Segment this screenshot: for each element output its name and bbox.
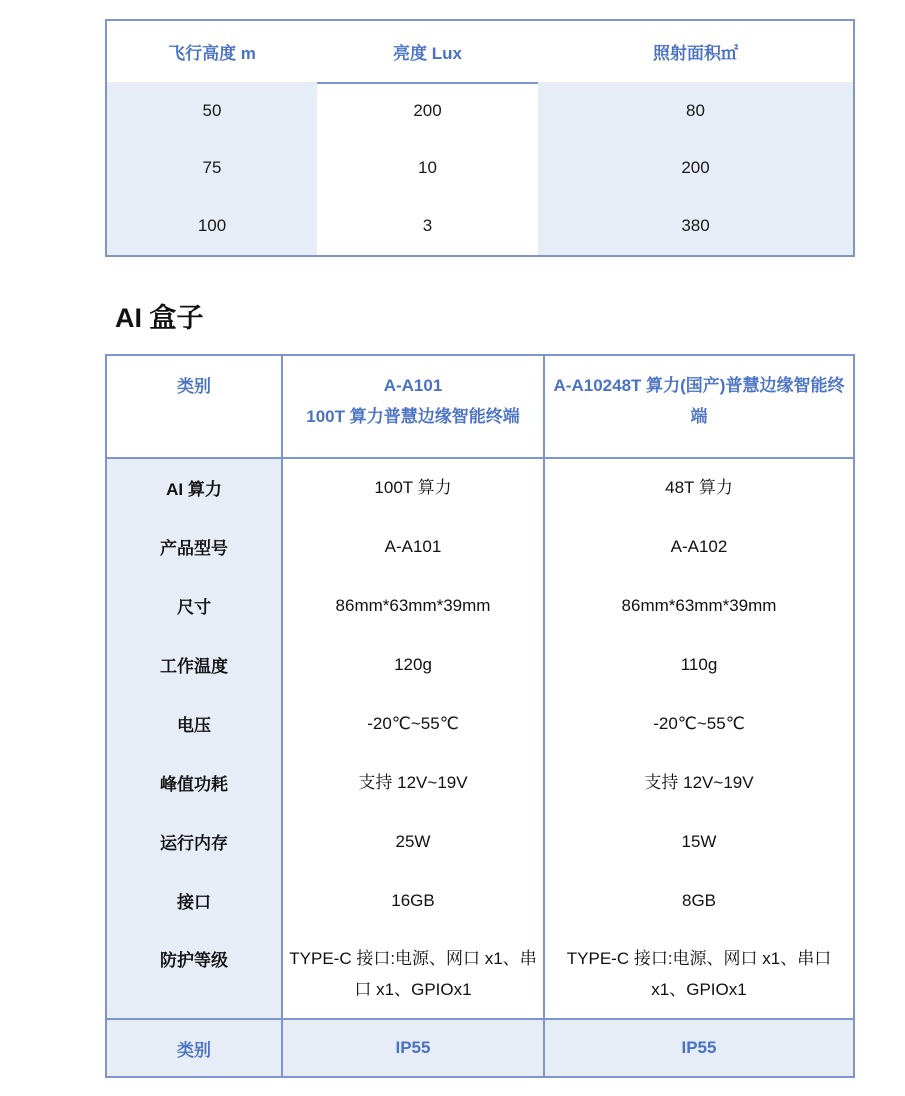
flight-lighting-table — [105, 19, 855, 257]
table-cell: 16GB — [391, 890, 435, 910]
table-cell: 110g — [680, 654, 718, 674]
table-cell: 120g — [394, 654, 432, 674]
table-cell: A-A101 — [384, 536, 442, 556]
table-cell: 48T 算力 — [665, 477, 733, 497]
table-cell: 支持 12V~19V — [644, 772, 754, 792]
table-cell: 380 — [681, 216, 710, 236]
table-cell: 200 — [413, 100, 442, 120]
header-model-name: A-A101 — [383, 376, 443, 395]
column-brightness — [317, 82, 538, 255]
row-label-voltage: 电压 — [177, 715, 211, 735]
row-label-protection: 防护等级 — [160, 950, 228, 970]
table-cell: A-A102 — [670, 536, 728, 556]
header-illuminated-area: 照射面积㎡ — [653, 44, 738, 63]
header-a-a102: A-A10248T 算力(国产)普慧边缘智能终端 — [553, 376, 845, 426]
ai-box-spec-table — [105, 354, 855, 1078]
table-cell: 3 — [422, 216, 433, 236]
column-illuminated-area — [538, 82, 853, 255]
row-label-interface: 接口 — [177, 892, 211, 912]
header-flight-height: 飞行高度 m — [168, 44, 256, 63]
header-model-desc: 100T 算力普慧边缘智能终端 — [306, 407, 520, 426]
table-cell: 80 — [686, 100, 705, 120]
column-flight-height — [107, 82, 317, 255]
row-label-operating-temp: 工作温度 — [160, 656, 228, 676]
table-cell: 86mm*63mm*39mm — [335, 595, 491, 615]
table-cell: 10 — [418, 158, 437, 178]
table-cell: 75 — [202, 158, 222, 178]
footer-category: 类别 — [177, 1040, 211, 1060]
table-cell: TYPE-C 接口:电源、网口 x1、串口 x1、GPIOx1 — [566, 949, 832, 999]
header-divider — [107, 457, 853, 459]
table-cell: 8GB — [681, 890, 717, 910]
table-cell: 100 — [197, 216, 227, 236]
table-body — [107, 82, 853, 255]
row-label-model: 产品型号 — [160, 538, 228, 558]
table-cell: 200 — [681, 158, 710, 178]
row-label-memory: 运行内存 — [160, 833, 228, 853]
row-label-peak-power: 峰值功耗 — [160, 774, 228, 794]
table-cell: 25W — [395, 831, 431, 851]
table-cell: TYPE-C 接口:电源、网口 x1、串口 x1、GPIOx1 — [289, 949, 537, 999]
footer-ip-rating: IP55 — [395, 1038, 431, 1057]
table-cell: -20℃~55℃ — [653, 713, 745, 733]
header-a-a101 — [283, 370, 543, 432]
header-category: 类别 — [177, 376, 211, 396]
section-title: AI 盒子 — [115, 303, 204, 333]
table-cell: 15W — [681, 831, 717, 851]
table-cell: -20℃~55℃ — [367, 713, 459, 733]
table-cell: 100T 算力 — [374, 477, 452, 497]
row-label-ai-compute: AI 算力 — [166, 479, 222, 499]
row-label-size: 尺寸 — [177, 597, 211, 617]
table-cell: 50 — [202, 100, 222, 120]
table-header-row — [107, 21, 853, 84]
table-cell: 86mm*63mm*39mm — [621, 595, 777, 615]
footer-ip-rating: IP55 — [681, 1038, 717, 1057]
header-brightness: 亮度 Lux — [393, 44, 462, 63]
table-cell: 支持 12V~19V — [358, 772, 468, 792]
